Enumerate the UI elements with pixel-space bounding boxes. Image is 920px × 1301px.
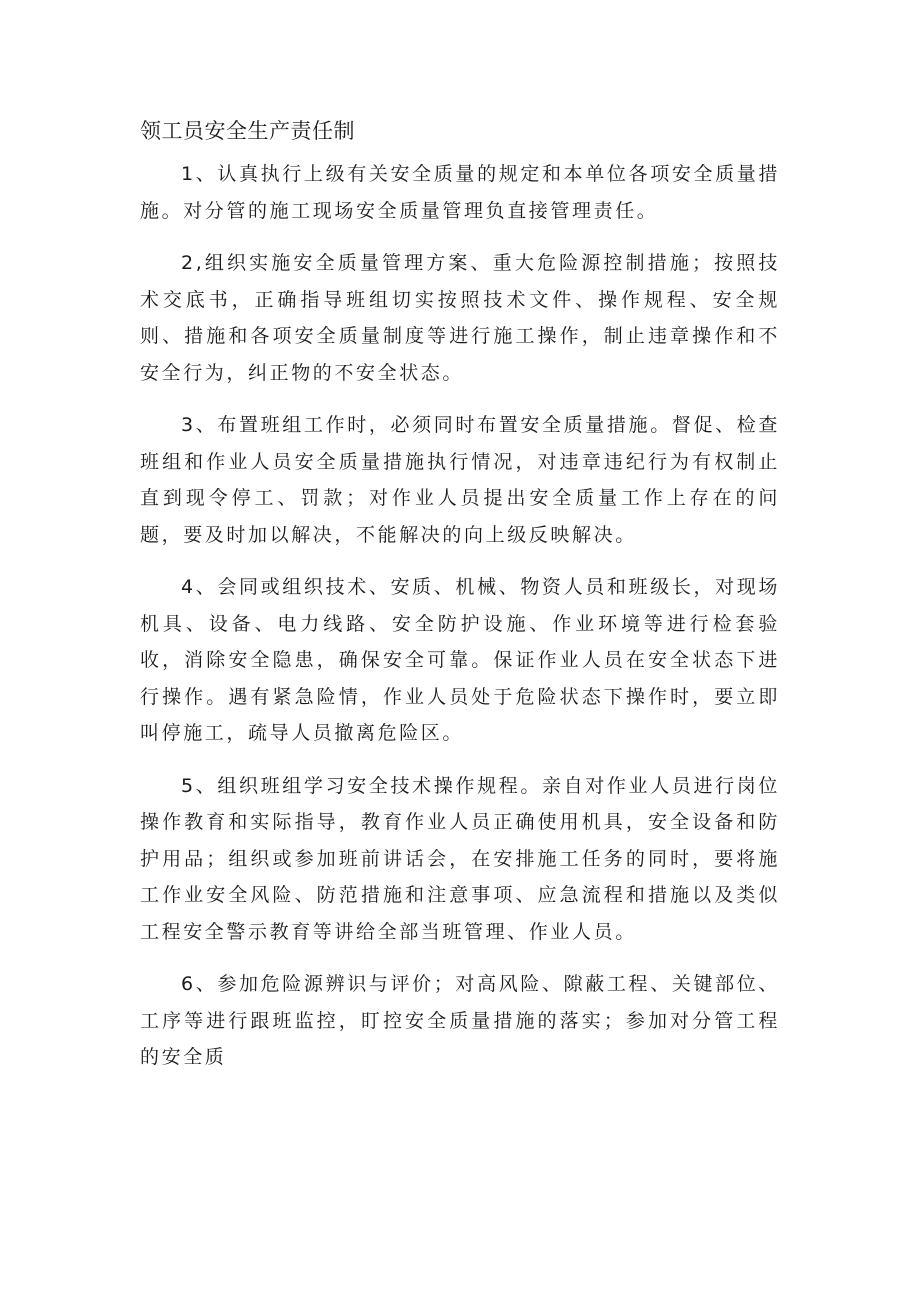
paragraph-1: 1、认真执行上级有关安全质量的规定和本单位各项安全质量措施。对分管的施工现场安全质量管理负直接管理责任。 [140, 163, 780, 222]
document-body [140, 156, 780, 1092]
paragraph-4: 4、会同或组织技术、安质、机械、物资人员和班级长，对现场机具、设备、电力线路、安全防护设施、作业环境等进行检套验收，消除安全隐患，确保安全可靠。保证作业人员在安全状态下进行操作。遇有紧急险情，作业人员处于危险状态下操作时，要立即叫停施工，疏导人员撤离危险区。 [140, 576, 780, 744]
paragraph-6: 6、参加危险源辨识与评价；对高风险、隙蔽工程、关键部位、工序等进行跟班监控，盯控安全质量措施的落实；参加对分管工程的安全质 [140, 973, 780, 1068]
paragraph-5: 5、组织班组学习安全技术操作规程。亲自对作业人员进行岗位操作教育和实际指导，教育作业人员正确使用机具，安全设备和防护用品；组织或参加班前讲话会，在安排施工任务的同时，要将施工作业安全风险、防范措施和注意事项、应急流程和措施以及类似工程安全警示教育等讲给全部当班管理、作业人员。 [140, 774, 780, 943]
paragraph-2: 2,组织实施安全质量管理方案、重大危险源控制措施；按照技术交底书，正确指导班组切实按照技术文件、操作规程、安全规则、措施和各项安全质量制度等进行施工操作，制止违章操作和不安全行为，纠正物的不安全状态。 [140, 252, 780, 384]
document-title: 领工员安全生产责任制 [140, 119, 355, 143]
paragraph-3: 3、布置班组工作时，必须同时布置安全质量措施。督促、检查班组和作业人员安全质量措施执行情况，对违章违纪行为有权制止直到现令停工、罚款；对作业人员提出安全质量工作上存在的问题，要及时加以解决，不能解决的向上级反映解决。 [140, 414, 780, 546]
